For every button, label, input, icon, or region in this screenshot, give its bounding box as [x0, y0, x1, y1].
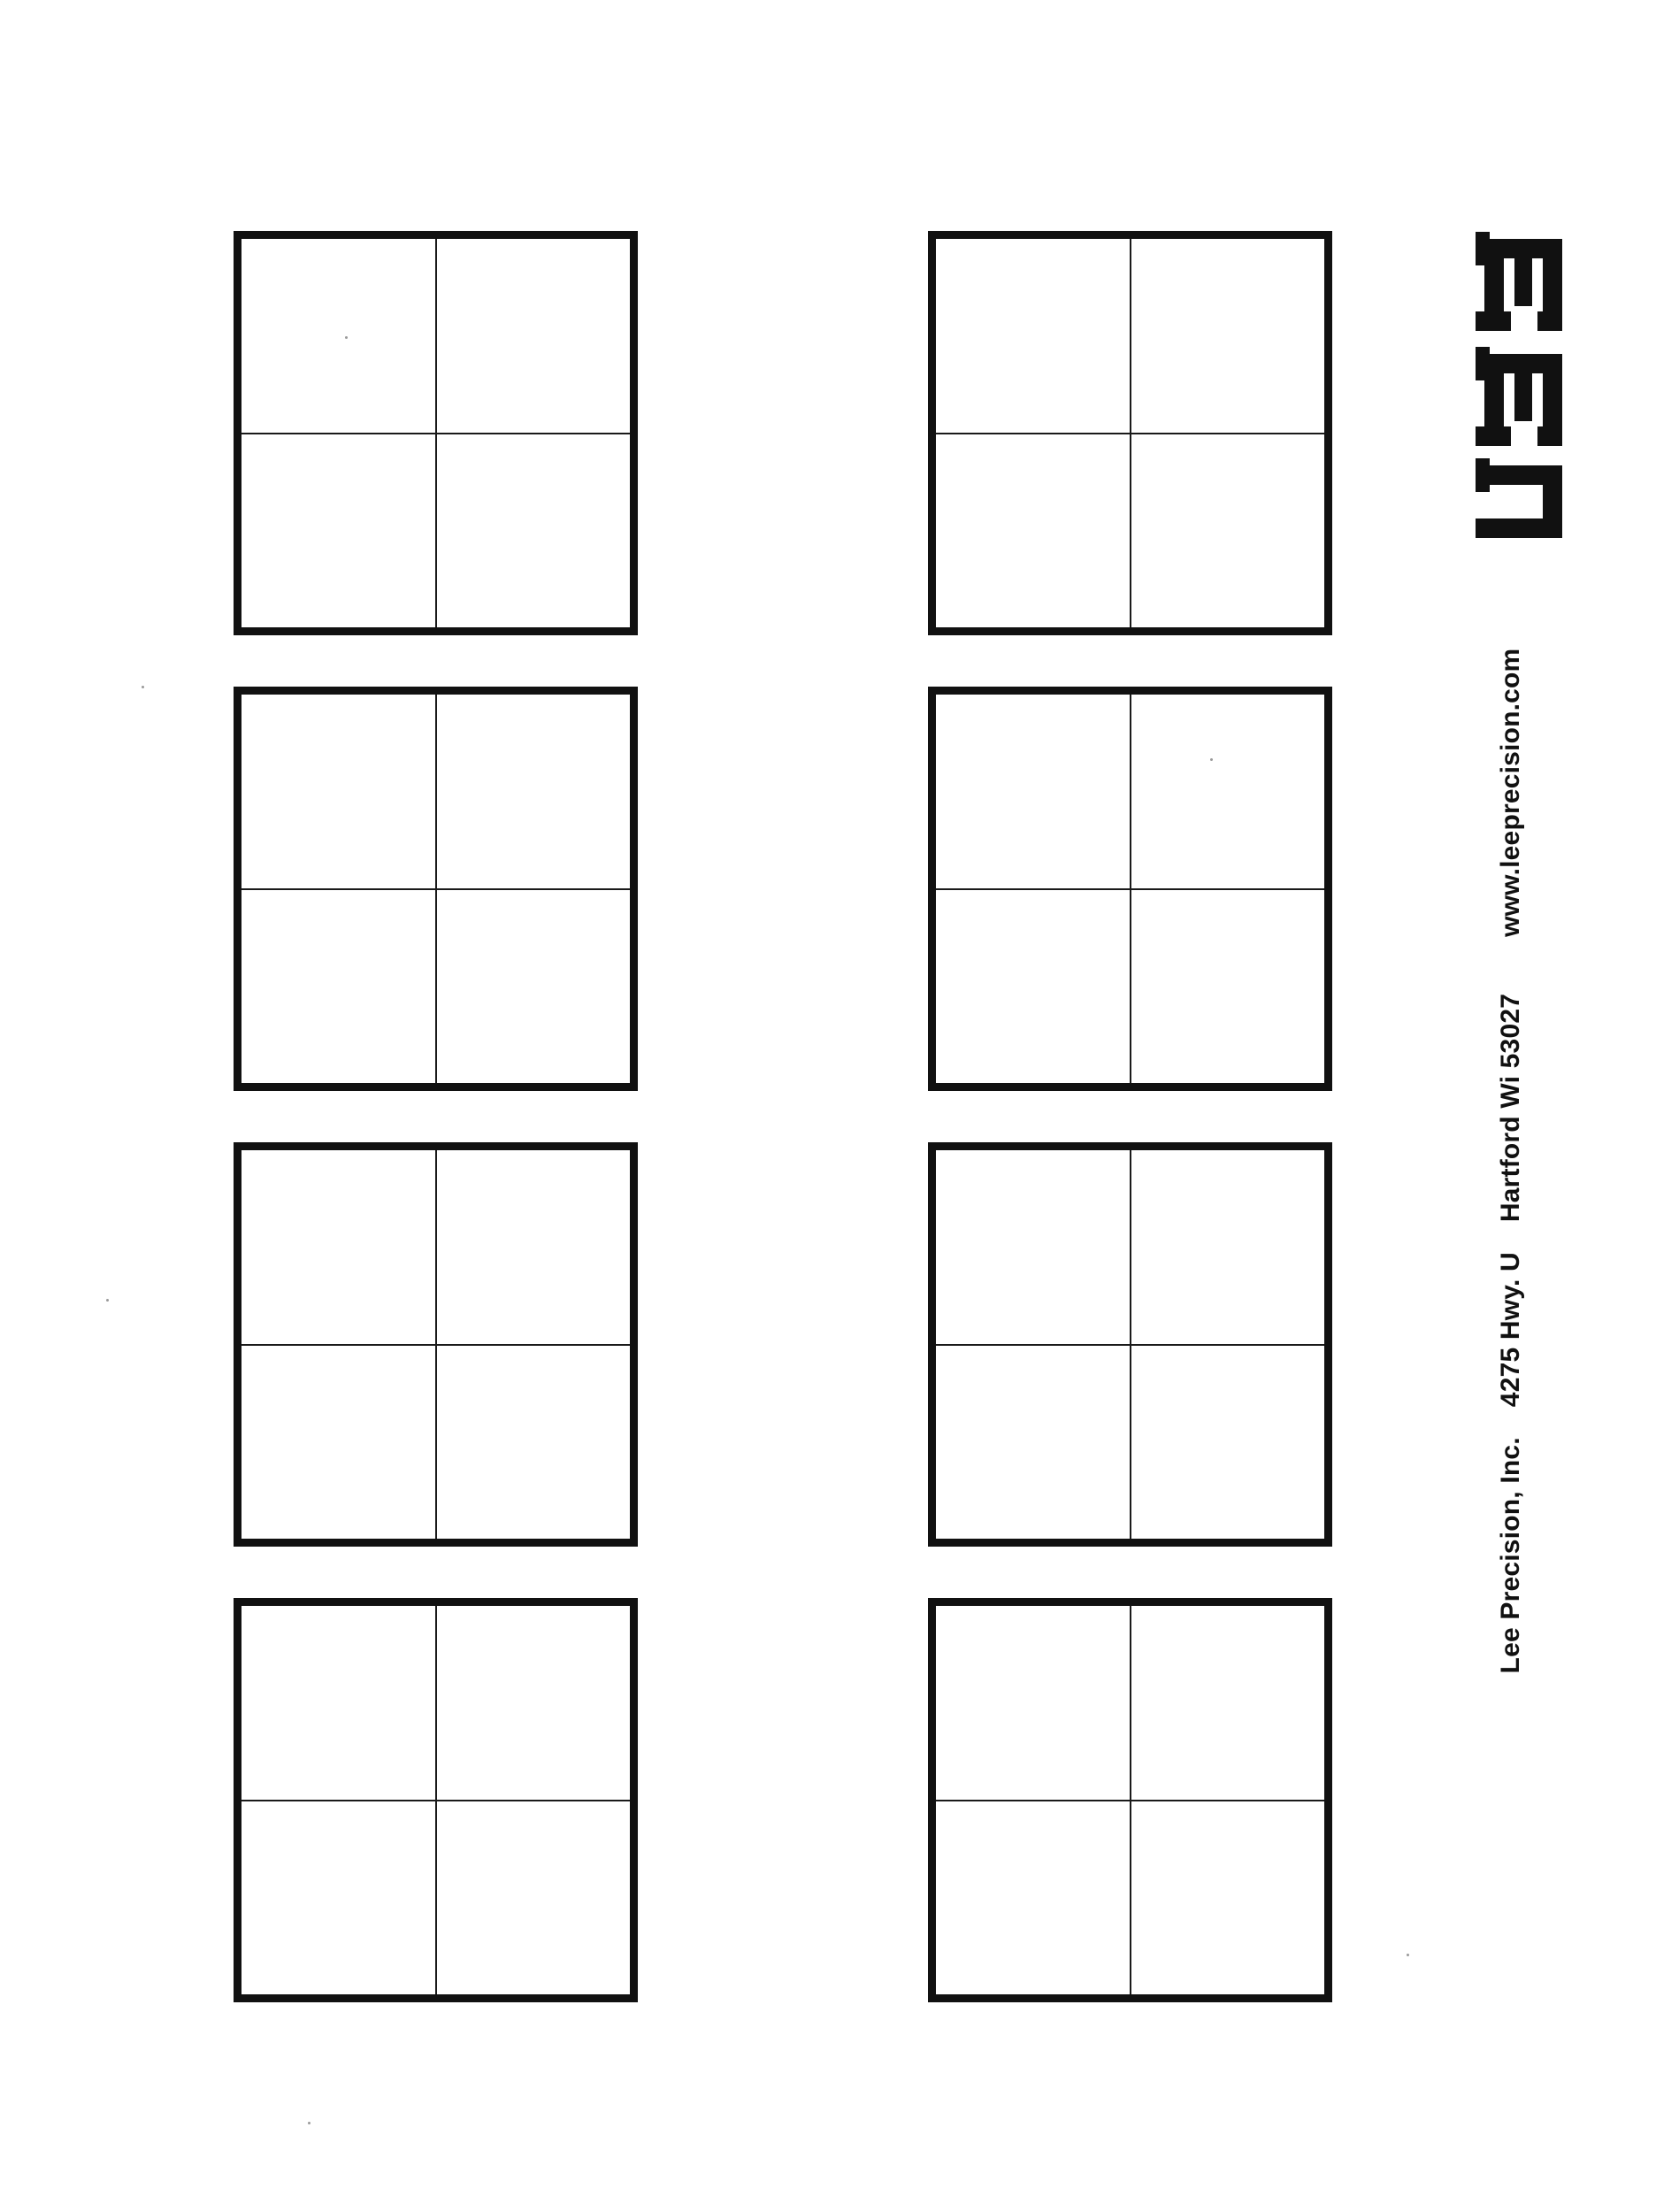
crosshair-horizontal	[936, 1344, 1324, 1346]
street-address: 4275 Hwy. U	[1496, 1252, 1525, 1408]
scan-speck	[1407, 1954, 1409, 1956]
target-square-1	[234, 231, 638, 635]
scan-speck	[106, 1299, 109, 1302]
target-square-4	[234, 1598, 638, 2002]
company-name: Lee Precision, Inc.	[1496, 1437, 1525, 1674]
crosshair-horizontal	[242, 888, 630, 890]
crosshair-horizontal	[936, 433, 1324, 434]
city-address: Hartford Wi 53027	[1496, 993, 1525, 1223]
target-square-7	[928, 1142, 1332, 1547]
target-square-3	[234, 1142, 638, 1547]
scan-speck	[142, 686, 144, 688]
target-square-2	[234, 687, 638, 1091]
website-link: www.leeprecision.com	[1496, 648, 1525, 937]
scan-speck	[345, 336, 348, 339]
lee-logo-icon	[1476, 218, 1562, 538]
crosshair-horizontal	[242, 433, 630, 434]
crosshair-horizontal	[936, 1800, 1324, 1801]
scan-speck	[1210, 758, 1213, 761]
target-square-5	[928, 231, 1332, 635]
crosshair-horizontal	[242, 1344, 630, 1346]
crosshair-horizontal	[936, 888, 1324, 890]
target-square-8	[928, 1598, 1332, 2002]
company-address-line	[1493, 577, 1529, 1745]
target-square-6	[928, 687, 1332, 1091]
crosshair-horizontal	[242, 1800, 630, 1801]
scan-speck	[308, 2122, 310, 2124]
